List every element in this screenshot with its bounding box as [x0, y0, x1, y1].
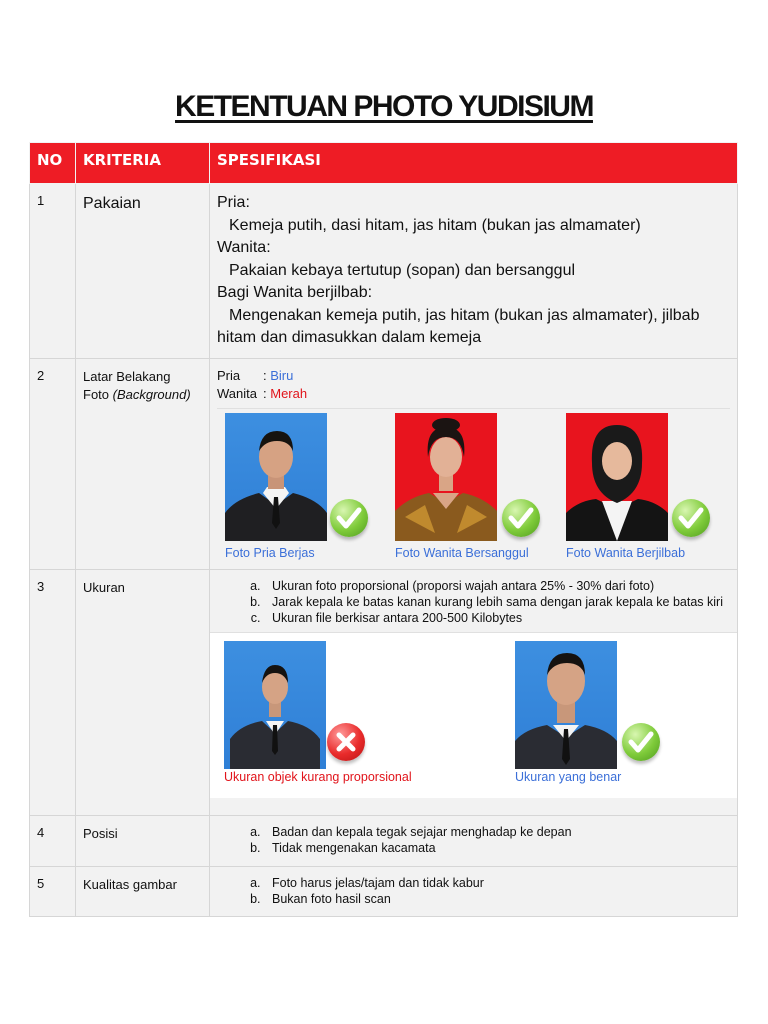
check-icon	[502, 499, 540, 537]
criteria-label: Latar Belakang	[83, 368, 171, 384]
criteria-label: Foto	[83, 386, 110, 402]
wanita-value: Merah	[270, 385, 308, 401]
list-item: b. Bukan foto hasil scan	[264, 891, 730, 907]
header-spesifikasi: SPESIFIKASI	[210, 143, 738, 184]
person-illustration	[566, 413, 668, 541]
check-icon	[330, 499, 368, 537]
wanita-label: Wanita	[217, 385, 257, 401]
photo-ukuran-benar	[515, 641, 617, 769]
spec-cell	[210, 815, 738, 866]
person-illustration	[225, 413, 327, 541]
spec-cell	[210, 184, 738, 359]
list-item: c. Ukuran file berkisar antara 200-500 Kilobytes	[264, 610, 730, 626]
table-row	[30, 184, 738, 359]
spec-list	[217, 578, 730, 626]
photo-row	[210, 632, 737, 798]
row-number: 4	[30, 815, 76, 866]
row-number: 1	[30, 184, 76, 359]
criteria-label: Kualitas gambar	[83, 876, 177, 892]
criteria-cell	[76, 866, 210, 916]
person-illustration	[224, 641, 326, 769]
spec-cell: Pria : Biru Wanita : Merah Foto Pria Berjas Foto Wanita Bersanggul Foto Wanita Berjilbab	[210, 358, 738, 569]
criteria-italic: (Background)	[112, 386, 191, 402]
spec-cell	[210, 569, 738, 815]
criteria-cell	[76, 358, 210, 569]
list-item: a. Badan dan kepala tegak sejajar menghadap ke depan	[264, 824, 730, 840]
spec-line: Pria:	[217, 194, 250, 211]
header-no: NO	[30, 143, 76, 184]
header-kriteria: KRITERIA	[76, 143, 210, 184]
photo-caption: Ukuran objek kurang proporsional	[224, 769, 412, 784]
spec-line: Mengenakan kemeja putih, jas hitam (bukan jas almamater), jilbab hitam dan dimasukkan dalam kemeja	[217, 306, 700, 346]
spec-cell	[210, 866, 738, 916]
table-row	[30, 866, 738, 916]
photo-caption: Foto Wanita Bersanggul	[395, 545, 529, 560]
spec-line: Kemeja putih, dasi hitam, jas hitam (bukan jas almamater)	[229, 216, 641, 234]
criteria-label: Ukuran	[83, 579, 125, 595]
list-item: b. Jarak kepala ke batas kanan kurang lebih sama dengan jarak kepala ke batas kiri	[264, 594, 730, 610]
photo-ukuran-salah	[224, 641, 326, 769]
photo-row	[217, 408, 730, 569]
list-item: a. Ukuran foto proporsional (proporsi wajah antara 25% - 30% dari foto)	[264, 578, 730, 594]
criteria-label: Posisi	[83, 825, 118, 841]
spec-line: Wanita:	[217, 239, 271, 256]
table-row	[30, 815, 738, 866]
table-row	[30, 569, 738, 815]
criteria-cell	[76, 184, 210, 359]
spec-table	[29, 142, 738, 917]
pria-value: Biru	[270, 367, 294, 383]
list-item: b. Tidak mengenakan kacamata	[264, 840, 730, 856]
criteria-cell	[76, 569, 210, 815]
pria-label: Pria	[217, 367, 241, 383]
table-header-row	[30, 143, 738, 184]
cross-icon	[327, 723, 365, 761]
spec-line: Bagi Wanita berjilbab:	[217, 284, 373, 301]
photo-caption: Foto Pria Berjas	[225, 545, 315, 560]
list-item: a. Foto harus jelas/tajam dan tidak kabur	[264, 875, 730, 891]
photo-caption: Ukuran yang benar	[515, 769, 622, 784]
photo-wanita-bersanggul	[395, 413, 497, 541]
row-number: 5	[30, 866, 76, 916]
person-illustration	[395, 413, 497, 541]
spec-list	[217, 875, 730, 907]
check-icon	[672, 499, 710, 537]
row-number: 3	[30, 569, 76, 815]
page-title: KETENTUAN PHOTO YUDISIUM	[175, 90, 593, 123]
criteria-cell	[76, 815, 210, 866]
photo-wanita-berjilbab	[566, 413, 668, 541]
criteria-label: Pakaian	[83, 195, 141, 212]
person-illustration	[515, 641, 617, 769]
photo-caption: Foto Wanita Berjilbab	[566, 545, 686, 560]
table-row	[30, 358, 738, 569]
check-icon	[622, 723, 660, 761]
photo-pria-berjas	[225, 413, 327, 541]
spec-list	[217, 824, 730, 856]
row-number: 2	[30, 358, 76, 569]
spec-line: Pakaian kebaya tertutup (sopan) dan bersanggul	[229, 261, 576, 279]
